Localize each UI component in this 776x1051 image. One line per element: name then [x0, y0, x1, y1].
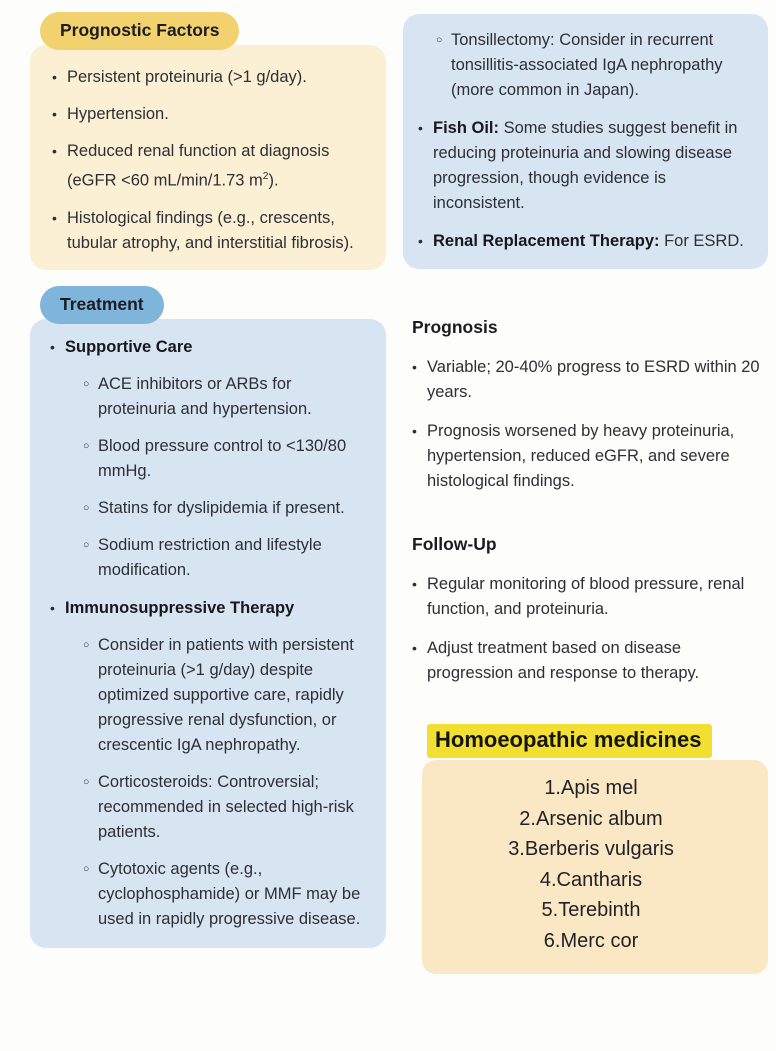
list-item — [436, 28, 758, 103]
bullet-text: Prognosis worsened by heavy proteinuria, hypertension, reduced eGFR, and severe histological findings. — [427, 422, 735, 490]
immunosuppressive-group — [50, 596, 374, 932]
bullet-icon: • — [50, 338, 55, 355]
treatment-continued-card — [403, 14, 768, 269]
bullet-icon: • — [412, 576, 417, 592]
prognostic-factors-section — [30, 12, 386, 270]
bullet-text: Histological findings (e.g., crescents, tubular atrophy, and interstitial fibrosis). — [67, 208, 354, 252]
circle-bullet-icon: ○ — [83, 439, 90, 452]
bullet-icon: • — [52, 209, 57, 226]
bullet-text: Persistent proteinuria (>1 g/day). — [67, 68, 307, 86]
bullet-icon: • — [412, 359, 417, 375]
circle-bullet-icon: ○ — [83, 538, 90, 551]
list-item — [418, 229, 758, 254]
list-item — [418, 116, 758, 216]
circle-bullet-icon: ○ — [436, 34, 443, 46]
list-item — [412, 419, 768, 494]
prognostic-factors-card — [30, 45, 386, 270]
list-item — [52, 206, 372, 256]
bullet-text: ACE inhibitors or ARBs for proteinuria and hypertension. — [98, 374, 312, 418]
immunosuppressive-sublist — [83, 633, 374, 932]
fish-oil-label: Fish Oil: — [433, 119, 499, 137]
medicine-item: 6.Merc cor — [543, 929, 639, 952]
bullet-text — [433, 116, 758, 216]
bullet-text: Statins for dyslipidemia if present. — [98, 498, 345, 517]
circle-bullet-icon: ○ — [83, 501, 90, 514]
tonsillectomy-sublist — [436, 28, 758, 103]
bullet-text — [433, 229, 758, 254]
prognostic-factors-heading: Prognostic Factors — [40, 12, 239, 50]
list-item — [83, 857, 374, 932]
treatment-heading: Treatment — [40, 286, 164, 324]
bullet-icon: • — [412, 640, 417, 656]
supportive-care-group — [50, 335, 374, 583]
rrt-text: For ESRD. — [659, 232, 744, 250]
prognosis-list — [412, 355, 768, 494]
bullet-text: Regular monitoring of blood pressure, renal function, and proteinuria. — [427, 575, 745, 618]
medicine-item: 2.Arsenic album — [519, 807, 663, 830]
list-item — [52, 139, 372, 194]
egfr-text-end: ). — [268, 171, 279, 190]
follow-up-list — [412, 572, 768, 686]
bullet-icon: • — [52, 69, 57, 85]
list-item — [412, 355, 768, 405]
rrt-label: Renal Replacement Therapy: — [433, 232, 660, 250]
bullet-icon: • — [418, 120, 423, 136]
follow-up-heading: Follow-Up — [412, 534, 497, 554]
bullet-text: Sodium restriction and lifestyle modification. — [98, 535, 322, 579]
medicine-item: 5.Terebinth — [541, 899, 641, 921]
supportive-care-sublist — [83, 372, 374, 583]
bullet-text: Blood pressure control to <130/80 mmHg. — [98, 436, 347, 480]
list-item — [83, 434, 374, 484]
bullet-text: Corticosteroids: Controversial; recommended in selected high-risk patients. — [98, 772, 354, 841]
fish-oil-text: Some studies suggest benefit in reducing proteinuria and slowing disease progression, though evidence is inconsistent. — [433, 119, 738, 212]
list-item — [83, 372, 374, 422]
list-item — [83, 496, 374, 521]
bullet-text: Adjust treatment based on disease progression and response to therapy. — [427, 639, 700, 682]
list-item — [83, 533, 374, 583]
circle-bullet-icon: ○ — [83, 377, 90, 390]
circle-bullet-icon: ○ — [83, 775, 90, 788]
list-item — [83, 633, 374, 758]
list-item — [52, 65, 372, 90]
list-item — [50, 596, 374, 621]
bullet-text: Cytotoxic agents (e.g., cyclophosphamide) or MMF may be used in rapidly progressive disease. — [98, 859, 361, 928]
left-column — [30, 12, 386, 974]
treatment-card — [30, 319, 386, 948]
medicine-item: 4.Cantharis — [539, 868, 643, 891]
bullet-icon: • — [412, 423, 417, 439]
group-title: Immunosuppressive Therapy — [65, 598, 295, 617]
circle-bullet-icon: ○ — [83, 862, 90, 875]
medicine-item: 3.Berberis vulgaris — [508, 838, 674, 860]
list-item — [52, 102, 372, 127]
medicine-item: 1.Apis mel — [544, 777, 638, 799]
bullet-icon: • — [52, 143, 57, 159]
bullet-text: Consider in patients with persistent proteinuria (>1 g/day) despite optimized supportive care, rapidly progressive renal dysfunction, or crescentic IgA nephropathy. — [98, 635, 354, 754]
homeopathic-card — [422, 760, 768, 974]
circle-bullet-icon: ○ — [83, 638, 90, 651]
list-item — [412, 572, 768, 622]
bullet-icon: • — [50, 599, 55, 616]
group-title: Supportive Care — [65, 337, 193, 356]
bullet-text: Tonsillectomy: Consider in recurrent tonsillitis-associated IgA nephropathy (more common in Japan). — [451, 31, 723, 99]
egfr-text: Reduced renal function at diagnosis (eGFR <60 mL/min/1.73 m — [67, 142, 330, 190]
bullet-icon: • — [418, 233, 423, 249]
egfr-superscript: 2 — [262, 171, 269, 182]
bullet-text: Hypertension. — [67, 105, 169, 123]
treatment-section — [30, 286, 386, 948]
homeopathic-heading: Homoeopathic medicines — [427, 724, 712, 758]
bullet-text — [67, 139, 372, 194]
bullet-text: Variable; 20-40% progress to ESRD within 20 years. — [427, 358, 760, 401]
bullet-icon: • — [52, 106, 57, 122]
list-item — [412, 636, 768, 686]
list-item — [83, 770, 374, 845]
list-item — [50, 335, 374, 360]
prognosis-heading: Prognosis — [412, 317, 498, 337]
right-column — [403, 12, 768, 974]
